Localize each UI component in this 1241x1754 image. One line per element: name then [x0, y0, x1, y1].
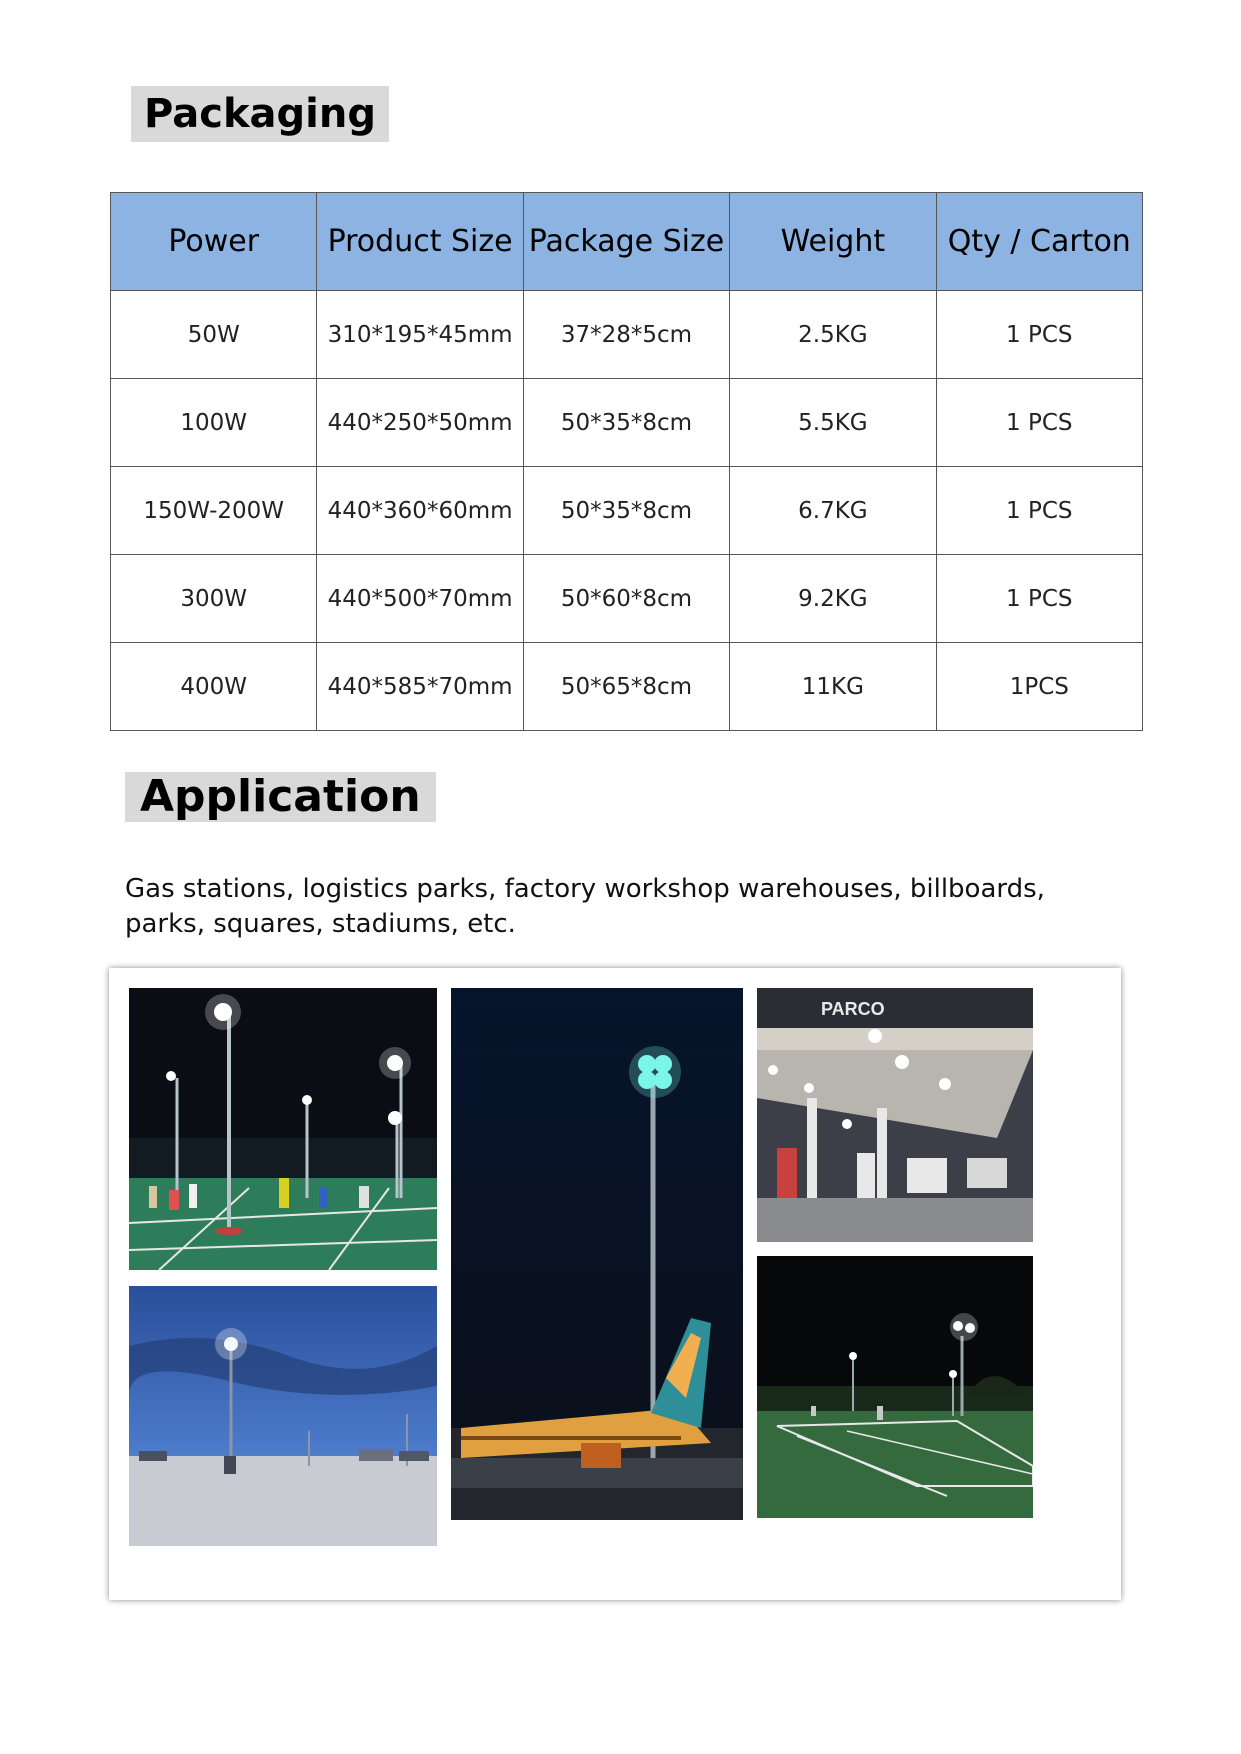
airport-apron-photo	[451, 988, 743, 1520]
cell-qty: 1 PCS	[936, 291, 1142, 379]
table-row	[111, 643, 1143, 731]
cell-power: 50W	[111, 291, 317, 379]
tennis-court-photo	[757, 1256, 1033, 1518]
cell-qty: 1 PCS	[936, 467, 1142, 555]
cell-power: 100W	[111, 379, 317, 467]
column-header-weight: Weight	[730, 193, 936, 291]
column-header-package-size: Package Size	[523, 193, 729, 291]
cell-product-size: 310*195*45mm	[317, 291, 523, 379]
cell-package-size: 50*65*8cm	[523, 643, 729, 731]
table-header-row	[111, 193, 1143, 291]
parking-lot-photo	[129, 1286, 437, 1546]
packaging-heading: Packaging	[131, 86, 389, 142]
badminton-court-photo	[129, 988, 437, 1270]
packaging-table	[110, 192, 1143, 731]
cell-product-size: 440*500*70mm	[317, 555, 523, 643]
cell-power: 300W	[111, 555, 317, 643]
table-row	[111, 555, 1143, 643]
gas-station-photo	[757, 988, 1033, 1242]
cell-power: 150W-200W	[111, 467, 317, 555]
gas-station-sign: PARCO	[821, 999, 885, 1019]
cell-package-size: 50*35*8cm	[523, 467, 729, 555]
cell-weight: 11KG	[730, 643, 936, 731]
column-header-product-size: Product Size	[317, 193, 523, 291]
table-row	[111, 379, 1143, 467]
column-header-power: Power	[111, 193, 317, 291]
photo-collage	[109, 968, 1121, 1600]
cell-weight: 5.5KG	[730, 379, 936, 467]
cell-product-size: 440*250*50mm	[317, 379, 523, 467]
column-header-qty-carton: Qty / Carton	[936, 193, 1142, 291]
cell-weight: 6.7KG	[730, 467, 936, 555]
cell-qty: 1 PCS	[936, 555, 1142, 643]
table-row	[111, 291, 1143, 379]
cell-product-size: 440*585*70mm	[317, 643, 523, 731]
cell-package-size: 50*35*8cm	[523, 379, 729, 467]
cell-package-size: 50*60*8cm	[523, 555, 729, 643]
cell-qty: 1PCS	[936, 643, 1142, 731]
cell-weight: 2.5KG	[730, 291, 936, 379]
application-heading: Application	[125, 772, 436, 822]
cell-product-size: 440*360*60mm	[317, 467, 523, 555]
application-description: Gas stations, logistics parks, factory workshop warehouses, billboards, parks, squares, stadiums, etc.	[125, 874, 1045, 939]
table-row	[111, 467, 1143, 555]
cell-qty: 1 PCS	[936, 379, 1142, 467]
cell-package-size: 37*28*5cm	[523, 291, 729, 379]
cell-weight: 9.2KG	[730, 555, 936, 643]
cell-power: 400W	[111, 643, 317, 731]
